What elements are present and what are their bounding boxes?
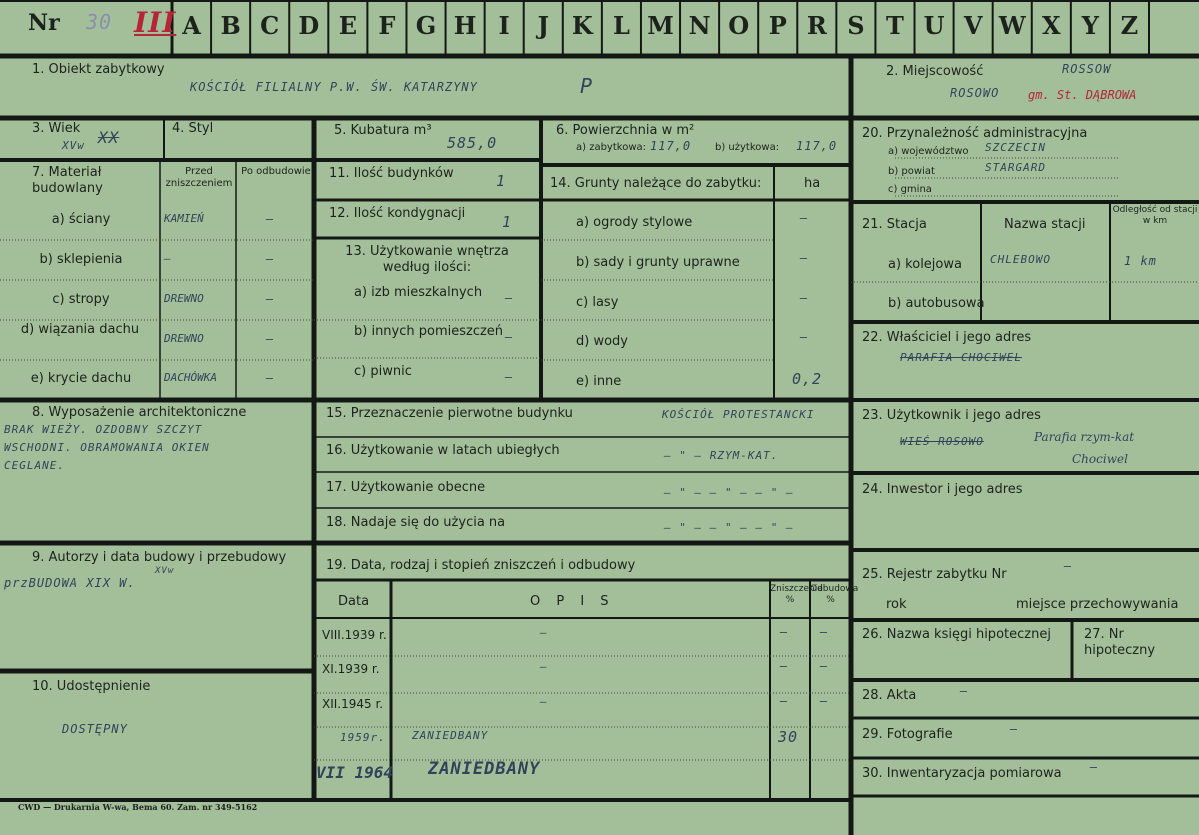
f3-struck: XX [98,128,120,147]
f7-row-before: DACHÓWKA [164,371,217,384]
f28-value: — [960,684,969,698]
index-letter-g: G [415,11,437,40]
f2-gmina: gm. St. DĄBROWA [1028,88,1137,102]
f23-label: 23. Użytkownik i jego adres [862,408,1041,423]
f29-label: 29. Fotografie [862,727,953,742]
f7-row-after: — [266,292,275,306]
f6-b-value: 117,0 [796,139,838,153]
f9-insert: XVw [155,566,175,576]
f6-a-label: a) zabytkowa: [576,142,646,153]
f14-row-label: b) sady i grunty uprawne [576,255,740,270]
f14-row-value: — [800,251,809,265]
f7-row-label: e) krycie dachu [30,371,132,386]
f14-row-value: 0,2 [792,370,823,388]
index-letter-m: M [647,11,674,40]
f7-row-label: b) sklepienia [39,252,123,267]
index-letter-k: K [571,11,593,40]
f7-row-after: — [266,212,275,226]
f22-value: PARAFIA CHOCIWEL [900,351,1022,364]
f5-label: 5. Kubatura m³ [334,123,432,138]
f7-col-after: Po odbudowie [241,166,311,177]
f19-row-date: 1959r. [340,731,386,744]
f8-line-2: WSCHODNI. OBRAMOWANIA OKIEN [4,441,210,454]
index-letter-t: T [886,11,904,40]
f20-a-value: SZCZECIN [985,141,1046,154]
f14-row-value: — [800,291,809,305]
index-letter-a: A [182,11,201,40]
f8-line-1: BRAK WIEŻY. OZDOBNY SZCZYT [4,423,203,436]
f1-mark: P [580,74,594,98]
f19-row-desc: — [540,660,548,673]
f8-line-3: CEGLANE. [4,459,65,472]
f14-row-label: d) wody [576,334,628,349]
f19-row-desc: ZANIEDBANY [428,759,541,779]
f23-value-line-1: Parafia rzym-kat [1034,430,1135,444]
f18-value: — " — — " — — " — [664,521,794,534]
f9-label: 9. Autorzy i data budowy i przebudowy [32,550,287,565]
f30-value: — [1090,760,1099,774]
index-letter-i: I [498,11,510,40]
f19-row-rebuild: — [820,694,829,708]
f13-row-label: b) innych pomieszczeń [354,324,504,339]
f20-b-label: b) powiat [888,166,935,177]
f19-row-destruction: — [780,694,789,708]
f19-row-date: XII.1945 r. [322,697,384,711]
f19-row-rebuild: — [820,659,829,673]
f19-col-desc: O P I S [530,594,615,609]
f14-row-label: e) inne [576,374,622,389]
f15-value: KOŚCIÓŁ PROTESTANCKI [662,408,815,421]
f25-rok-label: rok [886,597,907,612]
f13-row-label: a) izb mieszkalnych [354,285,483,300]
f22-label: 22. Właściciel i jego adres [862,330,1032,345]
f6-label: 6. Powierzchnia w m² [556,123,695,138]
f20-c-label: c) gmina [888,184,932,195]
f13-row-label: c) piwnic [354,364,412,379]
f27-label: 27. Nr hipoteczny [1084,627,1156,658]
index-letter-x: X [1041,11,1061,40]
f14-row-label: c) lasy [576,295,619,310]
f20-a-label: a) województwo [888,146,969,157]
f17-value: — " — — " — — " — [664,486,794,499]
f3-value: XVw [62,139,85,152]
f2-alt: ROSSOW [1062,62,1112,76]
printer-footer: CWD — Drukarnia W-wa, Bema 60. Zam. nr 349-5162 [18,802,258,812]
f21-b-label: b) autobusowa [888,296,985,311]
f19-row-desc: — [540,695,548,708]
f2-label: 2. Miejscowość [886,64,984,79]
f14-row-label: a) ogrody stylowe [576,215,693,230]
f21-a-label: a) kolejowa [888,257,962,272]
f13-label: 13. Użytkowanie wnętrza według ilości: [345,244,509,275]
f6-a-value: 117,0 [650,139,692,153]
f30-label: 30. Inwentaryzacja pomiarowa [862,766,1062,781]
f19-row-desc: — [540,626,548,639]
f14-row-value: — [800,330,809,344]
f1-label: 1. Obiekt zabytkowy [32,62,165,77]
f19-row-date: VII 1964 [316,763,394,782]
index-letter-d: D [298,11,320,40]
f19-row-destruction: 30 [778,728,799,746]
index-letter-o: O [728,11,750,40]
f19-row-rebuild: — [820,625,829,639]
index-letter-w: W [998,11,1026,40]
f7-row-label: d) wiązania dachu [20,322,140,337]
f7-row-before: DREWNO [164,292,204,305]
f19-row-date: XI.1939 r. [322,662,380,676]
f16-label: 16. Użytkowanie w latach ubiegłych [326,443,560,458]
f23-struck: WIEŚ ROSOWO [900,435,984,448]
f12-value: 1 [502,213,513,231]
index-letter-z: Z [1120,11,1139,40]
nr-label: Nr [28,10,60,36]
f5-value: 585,0 [447,134,498,152]
f7-label: 7. Materiał budowlany [32,165,103,196]
f19-col-date: Data [338,594,370,609]
f12-label: 12. Ilość kondygnacji [329,206,466,221]
index-letter-e: E [338,11,357,40]
f19-row-destruction: — [780,659,789,673]
f19-col-destruction: Zniszczenie % [770,584,823,605]
index-letter-c: C [260,11,280,40]
f7-row-label: c) stropy [52,292,110,307]
f25-value: — [1064,559,1073,573]
f19-col-rebuild: Odbudowa % [810,584,859,605]
f29-value: — [1010,722,1019,736]
f14-unit: ha [804,176,821,191]
f4-label: 4. Styl [172,121,214,136]
index-letter-y: Y [1081,11,1099,40]
f7-row-after: — [266,371,275,385]
f1-value: KOŚCIÓŁ FILIALNY P.W. ŚW. KATARZYNY [190,80,478,94]
roman-mark: III [134,6,177,39]
f26-label: 26. Nazwa księgi hipotecznej [862,627,1051,642]
index-letter-r: R [806,11,827,40]
f13-row-value: — [505,370,514,384]
f19-row-date: VIII.1939 r. [322,628,387,642]
f19-row-destruction: — [780,625,789,639]
f7-row-after: — [266,252,275,266]
index-letter-p: P [768,11,787,40]
f16-value: — " — RZYM-KAT. [664,449,779,462]
index-letter-b: B [220,11,241,40]
f18-label: 18. Nadaje się do użycia na [326,515,506,530]
f8-label: 8. Wyposażenie architektoniczne [32,405,247,420]
index-letter-l: L [612,11,630,40]
f21-a-name: CHLEBOWO [990,253,1051,266]
f24-label: 24. Inwestor i jego adres [862,482,1023,497]
f7-row-before: KAMIEŃ [164,212,204,225]
f28-label: 28. Akta [862,688,917,703]
f21-col-dist: Odległość od stacji w km [1112,205,1198,226]
f14-label: 14. Grunty należące do zabytku: [550,176,762,191]
nr-value: 30 [86,10,113,34]
f7-col-before: Przed zniszczeniem [165,166,233,189]
f20-b-value: STARGARD [985,161,1046,174]
f25-label: 25. Rejestr zabytku Nr [862,567,1007,582]
f7-row-before: DREWNO [164,332,204,345]
f7-row-after: — [266,332,275,346]
f20-label: 20. Przynależność administracyjna [862,126,1088,141]
f11-label: 11. Ilość budynków [329,166,454,181]
f19-row-desc: ZANIEDBANY [412,729,489,742]
f3-label: 3. Wiek [32,121,81,136]
f25-place-label: miejsce przechowywania [1016,597,1179,612]
f6-b-label: b) użytkowa: [715,142,780,153]
f21-label: 21. Stacja [862,217,927,232]
f7-row-label: a) ściany [51,212,111,227]
f10-label: 10. Udostępnienie [32,679,151,694]
f21-col-name: Nazwa stacji [1004,217,1086,232]
f23-value-line-2: Chociwel [1072,452,1128,466]
f13-row-value: — [505,330,514,344]
f14-row-value: — [800,211,809,225]
f2-value: ROSOWO [950,86,1000,100]
f15-label: 15. Przeznaczenie pierwotne budynku [326,406,573,421]
f21-a-dist: 1 km [1124,254,1157,268]
f13-row-value: — [505,291,514,305]
f10-value: DOSTĘPNY [62,722,128,736]
index-letter-u: U [923,11,945,40]
f11-value: 1 [496,172,507,190]
f9-value: przBUDOWA XIX W. [4,576,136,590]
f17-label: 17. Użytkowanie obecne [326,480,486,495]
f7-row-before: — [164,252,171,265]
index-letter-s: S [847,11,865,40]
index-letter-j: J [537,11,549,40]
index-letter-v: V [963,11,983,40]
f19-label: 19. Data, rodzaj i stopień zniszczeń i odbudowy [326,558,636,573]
index-letter-h: H [453,11,477,40]
index-letter-n: N [688,11,711,40]
index-letter-f: F [378,11,396,40]
